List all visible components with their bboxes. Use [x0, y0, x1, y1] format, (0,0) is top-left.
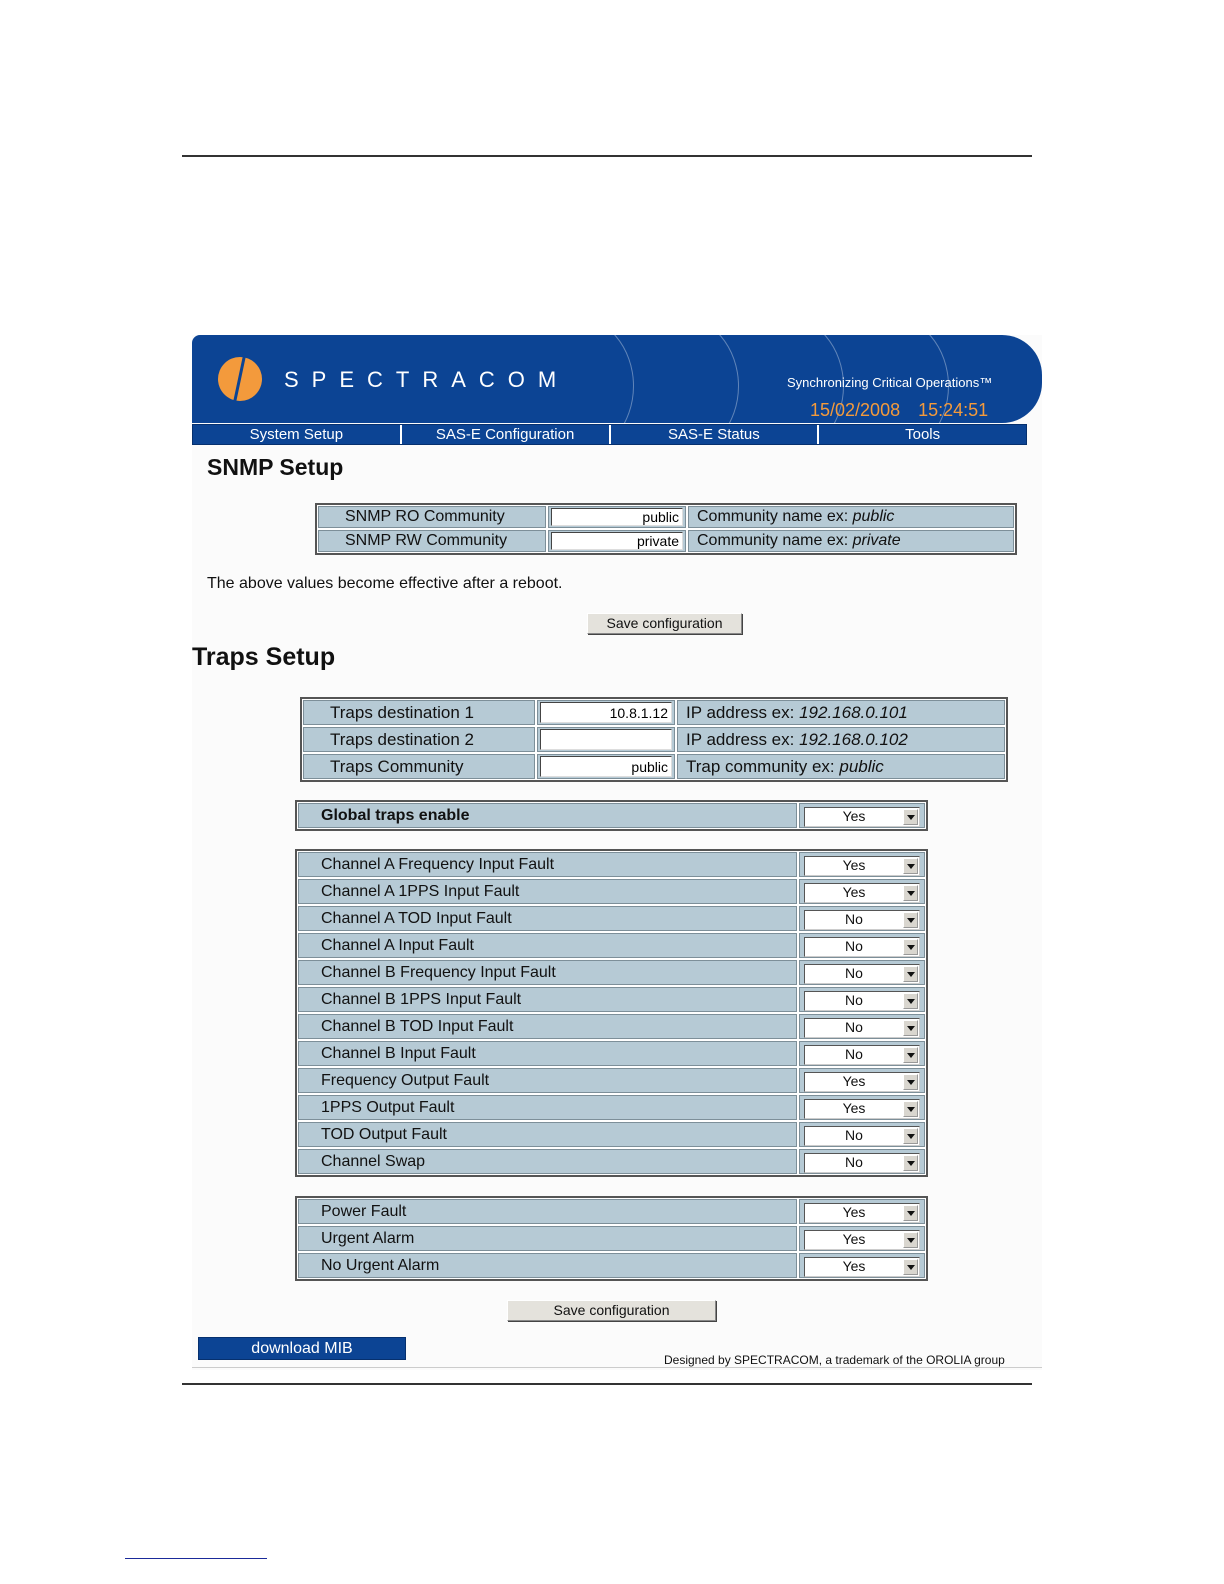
- select-cell: [799, 1122, 925, 1147]
- select-value: Yes: [842, 808, 866, 824]
- table-row: [302, 753, 1006, 780]
- trap-enable-select[interactable]: [804, 1099, 920, 1119]
- dropdown-arrow-icon[interactable]: [903, 939, 918, 955]
- table-row: [297, 1094, 926, 1121]
- dropdown-arrow-icon[interactable]: [903, 1128, 918, 1144]
- footer-divider: [192, 1367, 1042, 1368]
- trap-label: TOD Output Fault: [298, 1122, 797, 1147]
- select-value: No: [845, 1019, 863, 1035]
- dropdown-arrow-icon[interactable]: [903, 885, 918, 901]
- dropdown-arrow-icon[interactable]: [903, 809, 918, 825]
- hint-example: private: [852, 532, 901, 549]
- table-row: [297, 1198, 926, 1225]
- trap-label: Channel B 1PPS Input Fault: [298, 987, 797, 1012]
- table-row: [297, 1148, 926, 1175]
- traps-destination-1-cell: [537, 700, 675, 725]
- trap-enable-select[interactable]: [804, 1045, 920, 1065]
- traps-community-hint: [677, 754, 1005, 779]
- hint-text: Trap community ex:: [686, 757, 835, 776]
- dropdown-arrow-icon[interactable]: [903, 1101, 918, 1117]
- select-value: Yes: [842, 884, 866, 900]
- trap-enable-select[interactable]: [804, 1203, 920, 1223]
- select-cell: [799, 803, 925, 828]
- trap-enable-select[interactable]: [804, 1018, 920, 1038]
- designed-by-text: Designed by SPECTRACOM, a trademark of the OROLIA group: [664, 1353, 1005, 1367]
- select-cell: [799, 1253, 925, 1278]
- rw-community-label: SNMP RW Community: [318, 530, 546, 552]
- ro-community-input[interactable]: [551, 508, 683, 526]
- trap-enable-select[interactable]: [804, 1126, 920, 1146]
- nav-sas-e-status[interactable]: SAS-E Status: [611, 425, 820, 444]
- snmp-community-table: [315, 503, 1017, 555]
- dropdown-arrow-icon[interactable]: [903, 993, 918, 1009]
- trap-label: No Urgent Alarm: [298, 1253, 797, 1278]
- trap-label: Channel B Input Fault: [298, 1041, 797, 1066]
- hint-example: public: [852, 508, 895, 525]
- table-row: [317, 529, 1015, 553]
- table-row: [297, 959, 926, 986]
- table-row: [317, 505, 1015, 529]
- table-row: [297, 878, 926, 905]
- select-cell: [799, 1199, 925, 1224]
- page-top-rule: [182, 155, 1032, 157]
- dropdown-arrow-icon[interactable]: [903, 858, 918, 874]
- traps-destination-1-hint: [677, 700, 1005, 725]
- nav-system-setup[interactable]: System Setup: [193, 425, 402, 444]
- table-row: [297, 986, 926, 1013]
- hint-example: public: [839, 757, 884, 776]
- hint-example: 192.168.0.101: [799, 703, 908, 722]
- ro-community-label: SNMP RO Community: [318, 506, 546, 528]
- table-row: [302, 726, 1006, 753]
- trap-label: Channel B TOD Input Fault: [298, 1014, 797, 1039]
- table-row: [297, 1252, 926, 1279]
- trap-label: 1PPS Output Fault: [298, 1095, 797, 1120]
- hint-text: IP address ex:: [686, 730, 795, 749]
- trap-enable-select[interactable]: [804, 991, 920, 1011]
- main-nav: [192, 424, 1027, 445]
- dropdown-arrow-icon[interactable]: [903, 1155, 918, 1171]
- select-cell: [799, 852, 925, 877]
- global-traps-select[interactable]: [804, 807, 920, 827]
- trap-enable-select[interactable]: [804, 1153, 920, 1173]
- select-cell: [799, 1095, 925, 1120]
- table-row: [297, 905, 926, 932]
- select-value: No: [845, 992, 863, 1008]
- traps-setup-title: Traps Setup: [192, 643, 336, 671]
- trap-enable-select[interactable]: [804, 1072, 920, 1092]
- select-value: No: [845, 911, 863, 927]
- trap-label: Channel A Frequency Input Fault: [298, 852, 797, 877]
- dropdown-arrow-icon[interactable]: [903, 1205, 918, 1221]
- select-value: No: [845, 965, 863, 981]
- datetime: [810, 400, 1006, 421]
- channel-faults-table: [295, 849, 928, 1177]
- select-cell: [799, 1226, 925, 1251]
- select-cell: [799, 1014, 925, 1039]
- select-cell: [799, 1149, 925, 1174]
- alarms-table: [295, 1196, 928, 1281]
- select-cell: [799, 1068, 925, 1093]
- hint-example: 192.168.0.102: [799, 730, 908, 749]
- dropdown-arrow-icon[interactable]: [903, 1020, 918, 1036]
- trap-label: Channel Swap: [298, 1149, 797, 1174]
- traps-community-cell: [537, 754, 675, 779]
- traps-community-label: Traps Community: [303, 754, 535, 779]
- trap-label: Power Fault: [298, 1199, 797, 1224]
- save-configuration-button[interactable]: Save configuration: [587, 613, 742, 634]
- tagline: Synchronizing Critical Operations™: [787, 375, 993, 390]
- traps-destination-2-hint: [677, 727, 1005, 752]
- traps-destination-1-input[interactable]: [540, 702, 672, 723]
- trap-enable-select[interactable]: [804, 856, 920, 876]
- trap-label: Channel A TOD Input Fault: [298, 906, 797, 931]
- select-value: Yes: [842, 1073, 866, 1089]
- traps-destination-2-label: Traps destination 2: [303, 727, 535, 752]
- hint-text: Community name ex:: [697, 532, 849, 549]
- traps-destination-table: [300, 697, 1008, 782]
- table-row: [297, 1225, 926, 1252]
- trap-enable-select[interactable]: [804, 883, 920, 903]
- select-value: Yes: [842, 1204, 866, 1220]
- table-row: [297, 1121, 926, 1148]
- select-value: No: [845, 1046, 863, 1062]
- select-value: Yes: [842, 1231, 866, 1247]
- trap-enable-select[interactable]: [804, 937, 920, 957]
- header-banner: [192, 335, 1042, 423]
- trap-label: Frequency Output Fault: [298, 1068, 797, 1093]
- page-bottom-rule: [182, 1383, 1032, 1385]
- rw-community-input[interactable]: [551, 532, 683, 550]
- nav-sas-e-configuration[interactable]: SAS-E Configuration: [402, 425, 611, 444]
- ro-community-hint: [688, 506, 1014, 528]
- ro-community-cell: [548, 506, 686, 528]
- spectracom-logo-icon: [218, 357, 262, 401]
- rw-community-cell: [548, 530, 686, 552]
- dropdown-arrow-icon[interactable]: [903, 1074, 918, 1090]
- trap-enable-select[interactable]: [804, 1230, 920, 1250]
- global-traps-table: [295, 800, 928, 831]
- hint-text: Community name ex:: [697, 508, 849, 525]
- select-value: Yes: [842, 1258, 866, 1274]
- select-cell: [799, 906, 925, 931]
- select-value: Yes: [842, 1100, 866, 1116]
- dropdown-arrow-icon[interactable]: [903, 1232, 918, 1248]
- select-cell: [799, 1041, 925, 1066]
- table-row: [297, 851, 926, 878]
- trap-enable-select[interactable]: [804, 964, 920, 984]
- web-ui: [192, 335, 1042, 1370]
- banner-arc: [617, 335, 739, 423]
- select-cell: [799, 933, 925, 958]
- trap-label: Channel B Frequency Input Fault: [298, 960, 797, 985]
- select-value: Yes: [842, 857, 866, 873]
- trap-enable-select[interactable]: [804, 910, 920, 930]
- table-row: [297, 1013, 926, 1040]
- select-cell: [799, 879, 925, 904]
- table-row: [302, 699, 1006, 726]
- trap-label: Channel A 1PPS Input Fault: [298, 879, 797, 904]
- brand-name: SPECTRACOM: [284, 367, 570, 392]
- download-mib-button[interactable]: download MIB: [198, 1337, 406, 1360]
- dropdown-arrow-icon[interactable]: [903, 912, 918, 928]
- traps-destination-1-label: Traps destination 1: [303, 700, 535, 725]
- traps-destination-2-input[interactable]: [540, 729, 672, 750]
- save-configuration-button[interactable]: Save configuration: [507, 1300, 716, 1321]
- trap-label: Urgent Alarm: [298, 1226, 797, 1251]
- dropdown-arrow-icon[interactable]: [903, 1259, 918, 1275]
- hint-text: IP address ex:: [686, 703, 795, 722]
- select-value: No: [845, 1127, 863, 1143]
- current-time: 15:24:51: [918, 400, 989, 420]
- select-value: No: [845, 938, 863, 954]
- dropdown-arrow-icon[interactable]: [903, 1047, 918, 1063]
- footnote-rule: [125, 1558, 267, 1559]
- snmp-setup-title: SNMP Setup: [207, 454, 344, 480]
- trap-enable-select[interactable]: [804, 1257, 920, 1277]
- reboot-note: The above values become effective after a reboot.: [207, 575, 563, 592]
- table-row: [297, 1040, 926, 1067]
- current-date: 15/02/2008: [810, 400, 901, 420]
- table-row: [297, 932, 926, 959]
- select-cell: [799, 987, 925, 1012]
- table-row: [297, 1067, 926, 1094]
- traps-destination-2-cell: [537, 727, 675, 752]
- rw-community-hint: [688, 530, 1014, 552]
- trap-label: Channel A Input Fault: [298, 933, 797, 958]
- table-row: [297, 802, 926, 829]
- select-value: No: [845, 1154, 863, 1170]
- traps-community-input[interactable]: [540, 756, 672, 777]
- nav-tools[interactable]: Tools: [905, 426, 941, 443]
- dropdown-arrow-icon[interactable]: [903, 966, 918, 982]
- select-cell: [799, 960, 925, 985]
- global-traps-label: Global traps enable: [298, 803, 797, 828]
